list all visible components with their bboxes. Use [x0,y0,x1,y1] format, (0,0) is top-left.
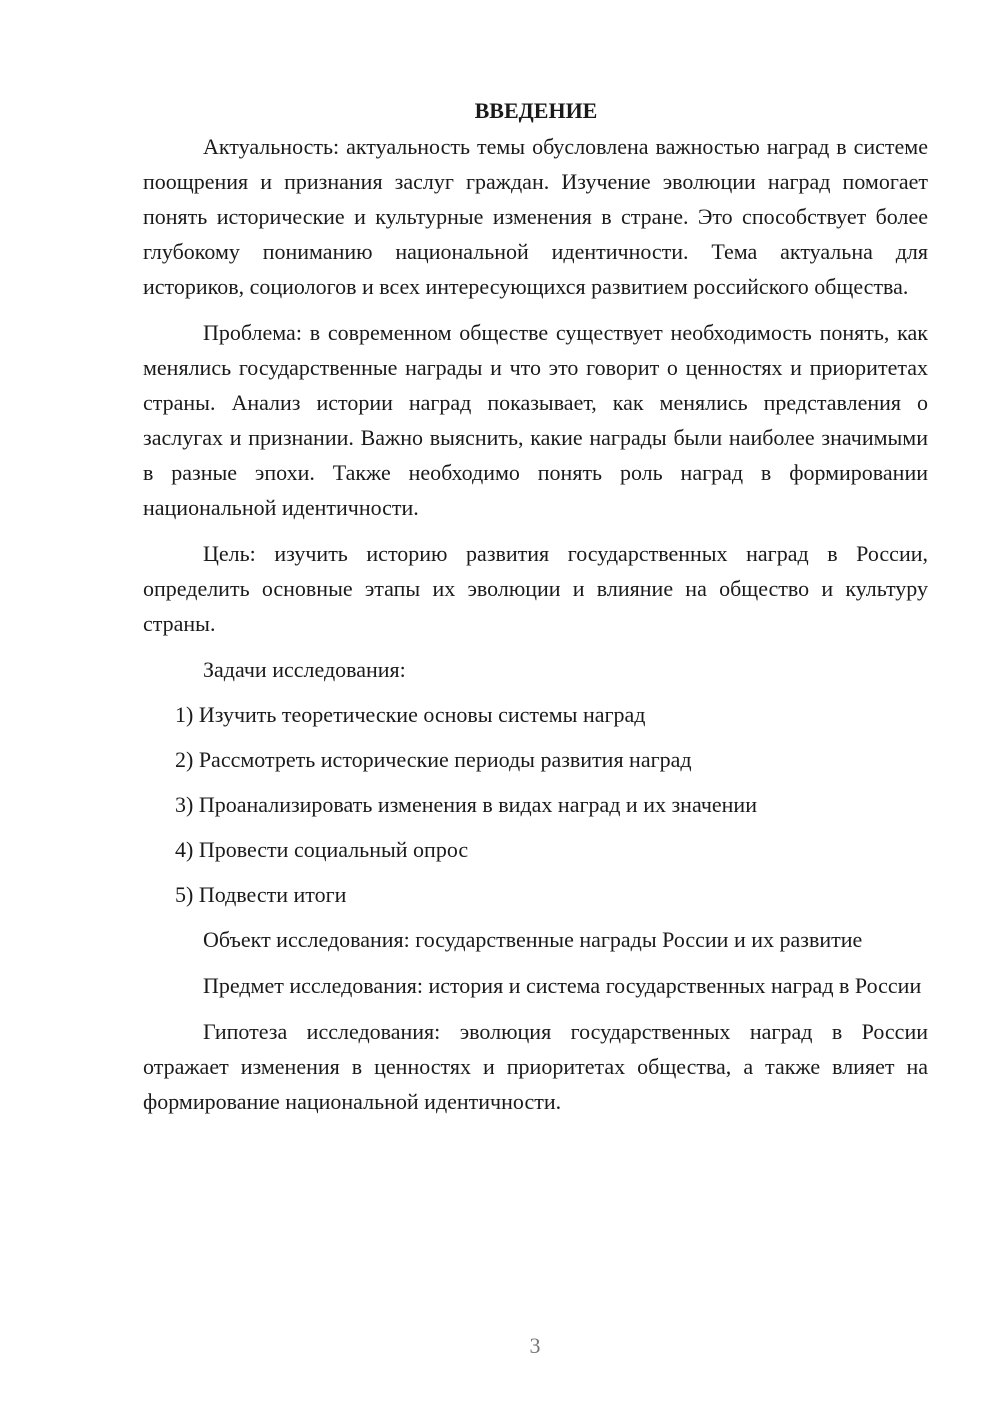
document-body [143,93,928,1130]
section-title: ВВЕДЕНИЕ [474,98,598,123]
paragraph-goal: Цель: изучить историю развития государственных наград в России, определить основные этапы их эволюции и влияние на общество и культуру страны. [143,541,928,636]
paragraph-hypothesis: Гипотеза исследования: эволюция государственных наград в России отражает изменения в ценностях и приоритетах общества, а также влияет на формирование национальной идентичности. [143,1019,928,1114]
paragraph-subject: Предмет исследования: история и система государственных наград в России [203,973,922,998]
task-item: 1) Изучить теоретические основы системы наград [175,702,646,727]
page-number: 3 [529,1333,541,1358]
paragraph-relevance: Актуальность: актуальность темы обусловлена важностью наград в системе поощрения и признания заслуг граждан. Изучение эволюции наград помогает понять исторические и культурные изменения в стране. Это способствует более глубокому пониманию национальной идентичности. Тема актуальна для историков, социологов и всех интересующихся развитием российского общества. [143,134,928,299]
task-item: 4) Провести социальный опрос [175,837,469,862]
paragraph-object: Объект исследования: государственные награды России и их развитие [203,927,863,952]
task-item: 2) Рассмотреть исторические периоды развития наград [175,747,692,772]
task-item: 3) Проанализировать изменения в видах наград и их значении [175,792,757,817]
task-item: 5) Подвести итоги [175,882,347,907]
task-list [143,697,928,912]
tasks-heading: Задачи исследования: [203,657,406,682]
paragraph-problem: Проблема: в современном обществе существует необходимость понять, как менялись государственные награды и что это говорит о ценностях и приоритетах страны. Анализ истории наград показывает, как менялись представления о заслугах и признании. Важно выяснить, какие награды были наиболее значимыми в разные эпохи. Также необходимо понять роль наград в формировании национальной идентичности. [143,320,928,520]
